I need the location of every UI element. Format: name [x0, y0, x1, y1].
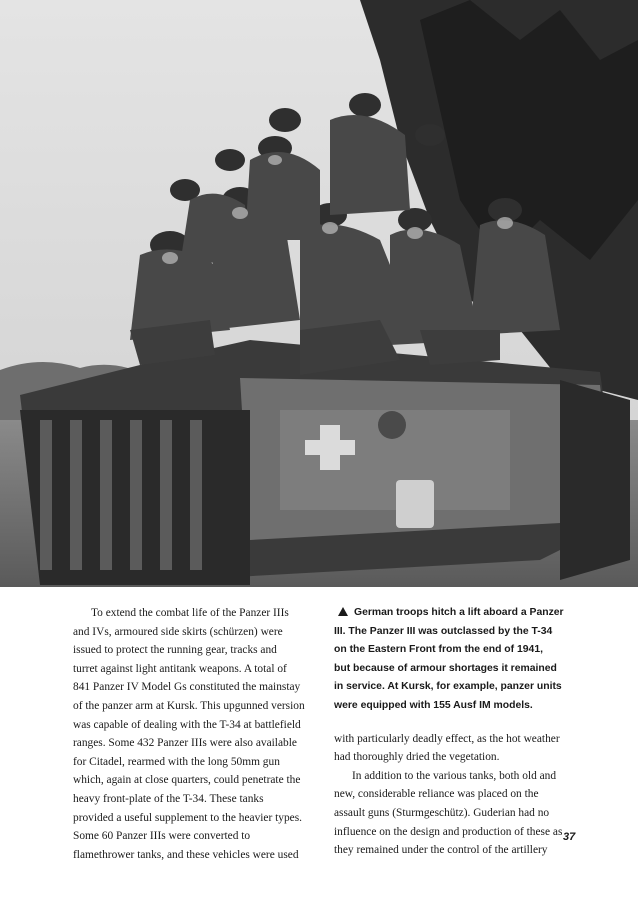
page-number: 37 — [563, 831, 576, 843]
body-paragraph-2: In addition to the various tanks, both old and new, considerable reliance was placed on the assault guns (Sturmgeschütz). Guderian had no influence on the design and production of these as they remained under the control of the artillery — [334, 769, 563, 857]
right-column — [334, 604, 580, 860]
left-column — [73, 604, 325, 864]
body-paragraph-continued: with particularly deadly effect, as the hot weather had thoroughly dried the vegetation. — [334, 732, 560, 764]
body-paragraph: To extend the combat life of the Panzer IIIs and IVs, armoured side skirts (schürzen) were issued to protect the running gear, tracks and turret against light antitank weapons. A total of 841 Panzer IV Model Gs constituted the mainstay of the panzer arm at Kursk. This upgunned version was capable of dealing with the T-34 at battlefield ranges. Some 432 Panzer IIIs were also available for Citadel, rearmed with the long 50mm gun which, again at close quarters, could penetrate the heavy front-plate of the T-34. These tanks provided a useful supplement to the heavier types. Some 60 Panzer IIIs were converted to flamethrower tanks, and these vehicles were used — [73, 607, 305, 861]
photo-caption — [334, 604, 580, 716]
right-body — [334, 730, 580, 860]
caption-text: German troops hitch a lift aboard a Panzer III. The Panzer III was outclassed by the T-34 on the Eastern Front from the end of 1941, but because of armour shortages it remained in service. At Kursk, for example, panzer units were equipped with 155 Ausf IM models. — [334, 607, 564, 711]
triangle-pointer-icon — [338, 607, 348, 616]
